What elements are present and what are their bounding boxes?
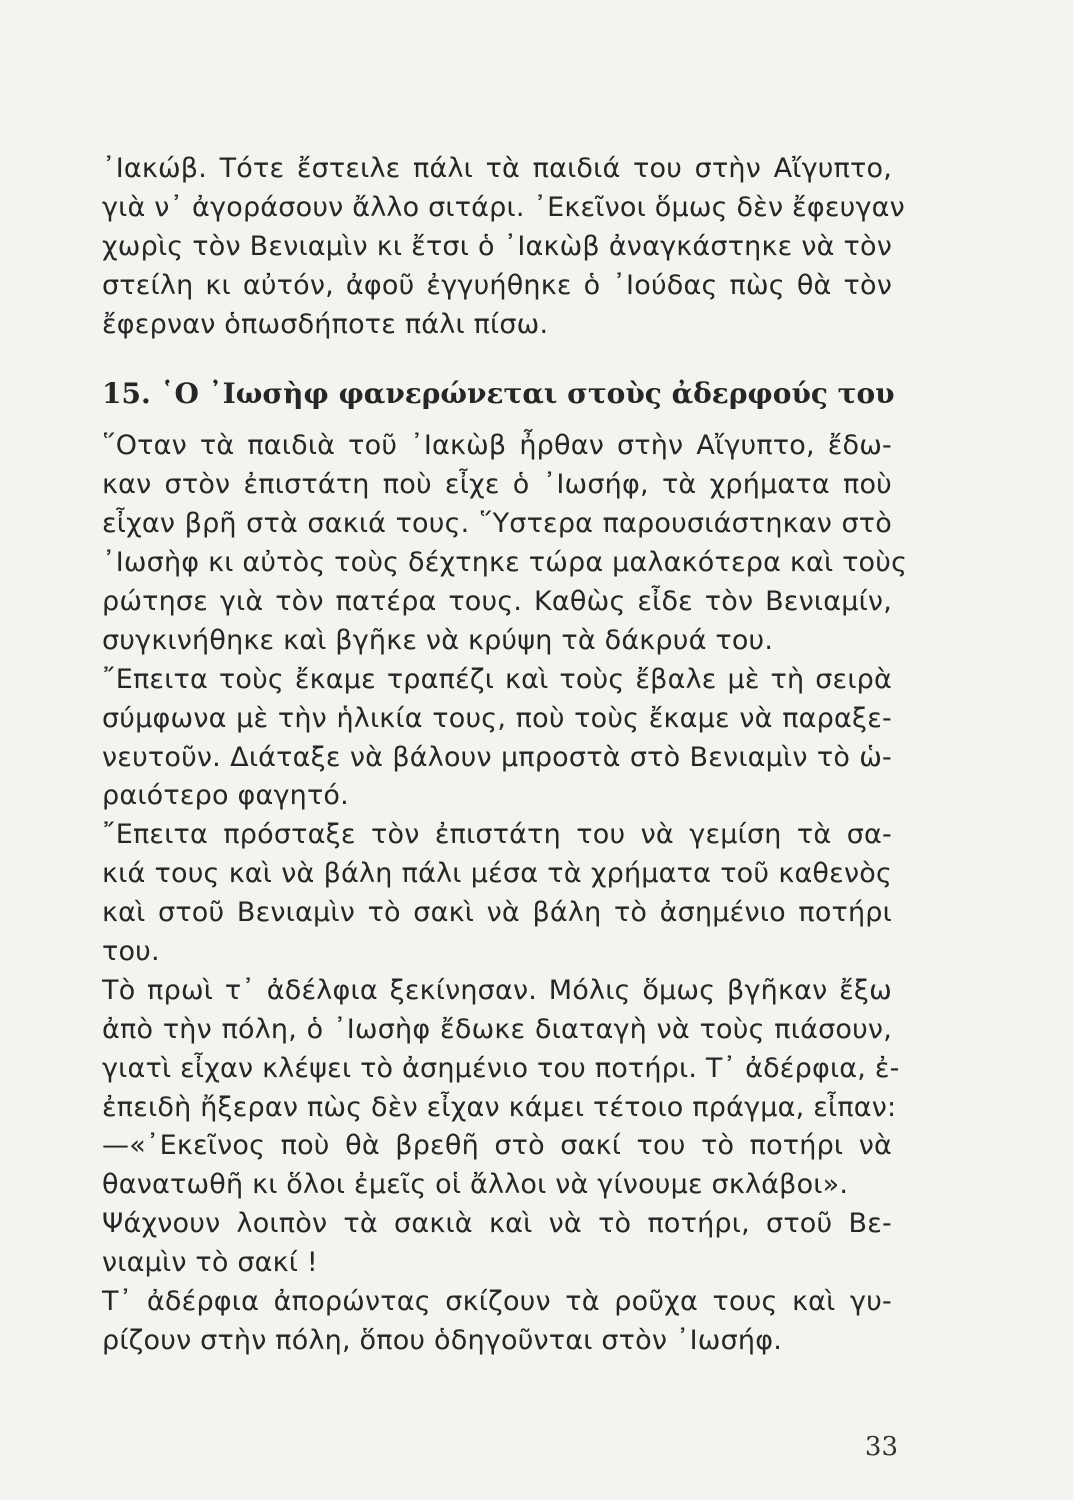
text-line: καὶ στοῦ Βενιαμὶν τὸ σακὶ νὰ βάλη τὸ ἀσημένιο ποτήρι — [102, 897, 892, 929]
text-line: στείλη κι αὐτόν, ἀφοῦ ἐγγυήθηκε ὁ ᾿Ιούδας πὼς θὰ τὸν — [102, 269, 892, 301]
text-line: ῞Οταν τὰ παιδιὰ τοῦ ᾿Ιακὼβ ἦρθαν στὴν Αἴγυπτο, ἔδω- — [102, 430, 892, 462]
text-line: ραιότερο φαγητό. — [102, 780, 349, 812]
page-number: 33 — [864, 1432, 898, 1462]
text-line: καν στὸν ἐπιστάτη ποὺ εἶχε ὁ ᾿Ιωσήφ, τὰ χρήματα ποὺ — [102, 469, 892, 501]
text-line: ᾿Ιωσὴφ κι αὐτὸς τοὺς δέχτηκε τώρα μαλακότερα καὶ τοὺς — [102, 547, 908, 579]
paragraph-1 — [102, 150, 905, 344]
text-line: Ψάχνουν λοιπὸν τὰ σακιὰ καὶ νὰ τὸ ποτήρι, στοῦ Βε- — [102, 1208, 892, 1240]
page-text — [102, 150, 908, 1361]
text-line: σύμφωνα μὲ τὴν ἡλικία τους, ποὺ τοὺς ἔκαμε νὰ παραξε- — [102, 702, 892, 734]
text-line: ἔφερναν ὁπωσδήποτε πάλι πίσω. — [102, 308, 549, 340]
section-heading: 15. ῾Ο ᾿Ιωσὴφ φανερώνεται στοὺς ἀδερφούς του — [102, 377, 895, 411]
paragraph-2 — [102, 427, 908, 660]
text-line: νιαμὶν τὸ σακί ! — [102, 1247, 318, 1279]
text-line: Τὸ πρωὶ τ᾿ ἀδέλφια ξεκίνησαν. Μόλις ὅμως βγῆκαν ἔξω — [102, 974, 892, 1006]
text-line: ᾿Ιακώβ. Τότε ἔστειλε πάλι τὰ παιδιά του στὴν Αἴγυπτο, — [102, 153, 892, 184]
text-line: συγκινήθηκε καὶ βγῆκε νὰ κρύψη τὰ δάκρυά του. — [102, 624, 774, 656]
text-line: θανατωθῆ κι ὅλοι ἐμεῖς οἱ ἄλλοι νὰ γίνουμε σκλάβοι». — [102, 1169, 849, 1201]
paragraph-6 — [102, 1205, 892, 1283]
text-line: γιὰ ν᾿ ἀγοράσουν ἄλλο σιτάρι. ᾿Εκεῖνοι ὅμως δὲν ἔφευγαν — [102, 191, 905, 223]
text-line: εἶχαν βρῆ στὰ σακιά τους. ῞Υστερα παρουσιάστηκαν στὸ — [102, 508, 892, 540]
paragraph-5 — [102, 972, 900, 1205]
text-line: του. — [102, 936, 160, 968]
text-line: ρώτησε γιὰ τὸν πατέρα τους. Καθὼς εἶδε τὸν Βενιαμίν, — [102, 586, 892, 618]
text-line: ἐπειδὴ ἤξεραν πὼς δὲν εἶχαν κάμει τέτοιο πράγμα, εἶπαν: — [102, 1091, 897, 1123]
text-line: γιατὶ εἶχαν κλέψει τὸ ἀσημένιο του ποτήρι. Τ᾿ ἀδέρφια, ἐ- — [102, 1052, 900, 1084]
text-line: χωρὶς τὸν Βενιαμὶν κι ἔτσι ὁ ᾿Ιακὼβ ἀναγκάστηκε νὰ τὸν — [102, 230, 892, 262]
paragraph-4 — [102, 816, 892, 972]
text-line: ῎Επειτα πρόσταξε τὸν ἐπιστάτη του νὰ γεμίση τὰ σα- — [102, 819, 892, 851]
text-line: νευτοῦν. Διάταξε νὰ βάλουν μπροστὰ στὸ Βενιαμὶν τὸ ὡ- — [102, 741, 892, 773]
text-line: ῎Επειτα τοὺς ἔκαμε τραπέζι καὶ τοὺς ἔβαλε μὲ τὴ σειρὰ — [102, 663, 892, 695]
text-line: ἀπὸ τὴν πόλη, ὁ ᾿Ιωσὴφ ἔδωκε διαταγὴ νὰ τοὺς πιάσουν, — [102, 1013, 892, 1045]
paragraph-3 — [102, 661, 892, 817]
text-line: Τ᾿ ἀδέρφια ἀπορώντας σκίζουν τὰ ροῦχα τους καὶ γυ- — [102, 1286, 892, 1318]
text-line: κιά τους καὶ νὰ βάλη πάλι μέσα τὰ χρήματα τοῦ καθενὸς — [102, 858, 892, 890]
paragraph-7 — [102, 1283, 892, 1361]
text-line: —«᾿Εκεῖνος ποὺ θὰ βρεθῆ στὸ σακί του τὸ ποτήρι νὰ — [102, 1130, 892, 1162]
text-line: ρίζουν στὴν πόλη, ὅπου ὁδηγοῦνται στὸν ᾿Ιωσήφ. — [102, 1324, 783, 1356]
